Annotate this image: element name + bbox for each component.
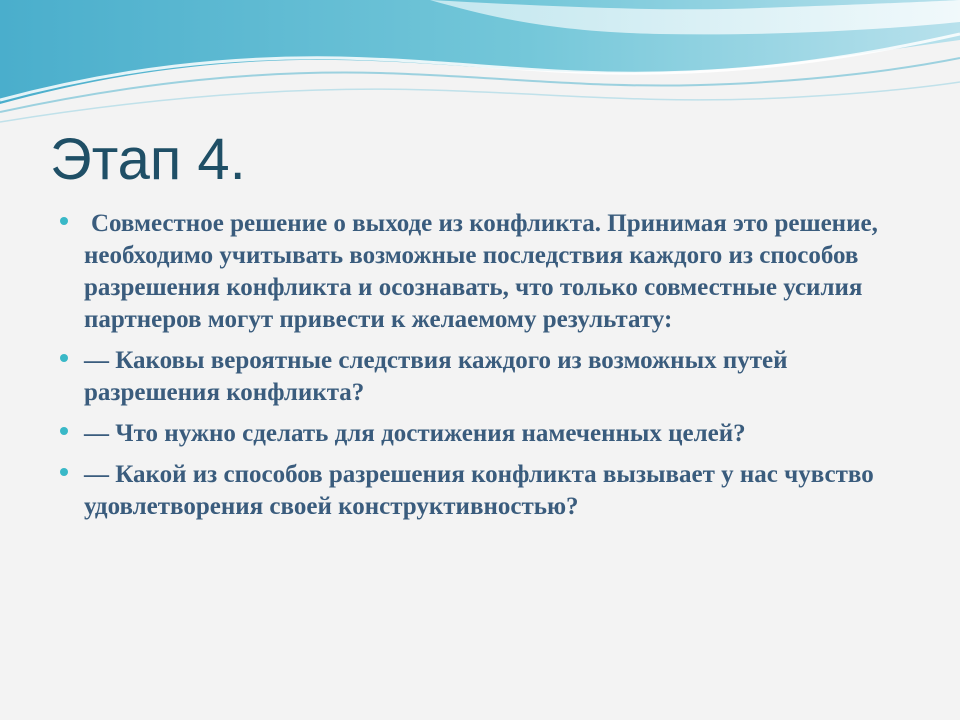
list-item-text: — Каковы вероятные следствия каждого из возможных путей разрешения конфликта? [84,347,788,406]
bullet-dot-icon [60,427,68,435]
list-item [58,459,908,523]
list-item-text: Совместное решение о выходе из конфликта. Принимая это решение, необходимо учитывать возможные последствия каждого из способов разрешения конфликта и осознавать, что только совместные усилия партнеров могут привести к желаемому результату: [84,210,878,333]
list-item [58,208,908,336]
bullet-list [58,208,908,532]
list-item [58,345,908,409]
bullet-dot-icon [60,468,68,476]
slide-title: Этап 4. [50,127,246,192]
list-item [58,418,908,450]
list-item-text: — Что нужно сделать для достижения намеченных целей? [84,420,746,447]
decorative-wave-header [0,0,960,130]
bullet-dot-icon [60,217,68,225]
bullet-dot-icon [60,354,68,362]
list-item-text: — Какой из способов разрешения конфликта вызывает у нас чувство удовлетворения своей конструктивностью? [84,461,874,520]
